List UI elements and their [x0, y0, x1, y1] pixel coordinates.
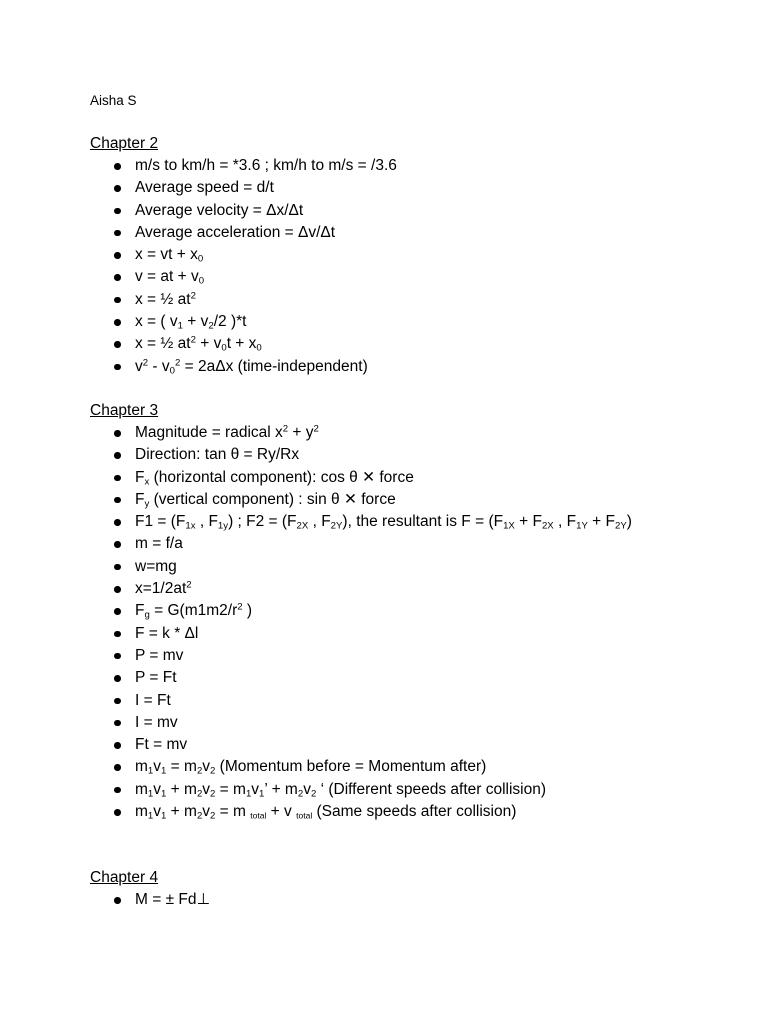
formula-text [135, 246, 203, 263]
formula-text [135, 558, 177, 575]
formula-segment: x = ½ at [135, 290, 191, 308]
superscript: 2 [282, 423, 289, 435]
bullet-icon [114, 608, 121, 615]
chapter-4-section [90, 867, 750, 911]
formula-segment: = m [166, 758, 197, 776]
formula-segment: v [202, 780, 211, 798]
formula-segment: + v [182, 313, 209, 331]
formula-segment: w=mg [135, 557, 177, 575]
formula-segment: Average velocity = Δx/Δt [135, 201, 304, 219]
formula-segment: ) [626, 513, 632, 531]
formula-segment: P = mv [135, 646, 184, 664]
bullet-icon [114, 364, 121, 371]
formula-segment: M = ± Fd⊥ [135, 891, 210, 908]
formula-text [135, 669, 177, 686]
formula-text [135, 179, 274, 196]
formula-segment: + F [514, 513, 542, 531]
formula-segment: m [135, 758, 148, 776]
formula-text [135, 446, 299, 463]
superscript: 2 [190, 335, 196, 347]
formula-item [90, 311, 750, 333]
formula-item [90, 712, 750, 734]
formula-segment: + v [195, 335, 222, 353]
formula-item [90, 756, 750, 778]
formula-item [90, 556, 750, 578]
formula-segment: P = Ft [135, 669, 177, 687]
formula-segment: (horizontal component): cos θ ✕ force [149, 468, 414, 486]
superscript: 2 [142, 357, 149, 369]
chapter-heading: Chapter 4 [90, 869, 159, 886]
subscript: 1 [245, 788, 252, 800]
superscript: 2 [237, 602, 243, 614]
formula-segment: (vertical component) : sin θ ✕ force [149, 490, 396, 508]
formula-segment: + y [288, 424, 314, 441]
formula-segment: = m [215, 780, 246, 798]
subscript: 0 [256, 343, 262, 355]
formula-segment: I = mv [135, 713, 178, 731]
formula-item [90, 422, 750, 444]
formula-text [135, 157, 397, 174]
formula-segment: x = ½ at [135, 335, 191, 353]
formula-text [135, 692, 171, 709]
bullet-icon [114, 475, 121, 482]
formula-segment: F1 = (F [135, 513, 186, 531]
bullet-icon [114, 764, 121, 771]
subscript: 2 [196, 810, 203, 822]
bullet-icon [114, 897, 121, 904]
formula-text [135, 535, 183, 552]
bullet-icon [114, 720, 121, 727]
formula-segment: v [251, 780, 260, 798]
subscript: 2 [297, 788, 304, 800]
formula-item [90, 222, 750, 244]
subscript: 2X [541, 520, 554, 532]
formula-segment: , F [308, 513, 331, 531]
formula-text [135, 602, 253, 622]
formula-segment: ‘ (Different speeds after collision) [316, 780, 547, 798]
formula-segment: F [135, 602, 145, 620]
subscript: 2Y [615, 520, 627, 532]
formula-segment: Direction: tan θ = Ry/Rx [135, 446, 300, 464]
superscript: 2 [174, 357, 181, 369]
formula-segment: F [135, 468, 145, 486]
formula-segment: m [135, 780, 148, 798]
subscript: 2 [310, 788, 317, 800]
formula-segment: ) [242, 602, 253, 620]
subscript: 1Y [576, 520, 588, 532]
subscript: 1 [147, 766, 154, 778]
formula-segment: = G(m1m2/r [149, 602, 238, 620]
subscript: 1 [177, 320, 183, 332]
formula-segment: x = ( v [135, 313, 178, 331]
bullet-icon [114, 564, 121, 571]
formula-text [135, 758, 487, 778]
bullet-icon [114, 252, 121, 259]
bullet-icon [114, 698, 121, 705]
formula-segment: v [153, 780, 162, 798]
bullet-icon [114, 452, 121, 459]
subscript: 1 [147, 810, 154, 822]
formula-text [135, 647, 183, 664]
formula-segment: (Momentum before = Momentum after) [215, 758, 487, 776]
formula-segment: v [202, 803, 211, 821]
subscript: 2Y [330, 520, 343, 532]
formula-item [90, 801, 750, 823]
subscript: 1 [161, 810, 167, 822]
formula-text [135, 224, 335, 241]
formula-segment: , F [195, 513, 218, 531]
formula-item [90, 600, 750, 622]
subscript: 2 [196, 766, 203, 778]
bullet-icon [114, 297, 121, 304]
formula-item [90, 200, 750, 222]
bullet-icon [114, 185, 121, 192]
formula-segment: F = k * Δl [135, 624, 199, 642]
subscript: total [250, 810, 267, 821]
bullet-icon [114, 586, 121, 593]
subscript: 2 [208, 320, 214, 332]
bullet-icon [114, 497, 121, 504]
subscript: 0 [197, 253, 204, 265]
bullet-icon [114, 653, 121, 660]
formula-text [135, 803, 516, 820]
bullet-icon [114, 319, 121, 326]
subscript: 1 [161, 766, 167, 778]
subscript: 1x [185, 520, 196, 532]
formula-item [90, 645, 750, 667]
formula-segment: + m [166, 803, 197, 821]
bullet-icon [114, 631, 121, 638]
bullet-icon [114, 230, 121, 237]
formula-item [90, 289, 750, 311]
bullet-icon [114, 163, 121, 170]
formula-list [90, 422, 750, 823]
formula-item [90, 356, 750, 378]
formula-segment: m/s to km/h = *3.6 ; km/h to m/s = /3.6 [135, 157, 397, 174]
formula-text [135, 491, 396, 508]
chapter-heading: Chapter 2 [90, 135, 159, 152]
formula-list [90, 889, 750, 911]
formula-segment: Ft = mv [135, 736, 188, 754]
formula-text [135, 781, 546, 798]
formula-text [135, 469, 414, 486]
bullet-icon [114, 809, 121, 816]
subscript: 1 [259, 788, 265, 800]
subscript: 1X [503, 520, 515, 532]
formula-segment: Average speed = d/t [135, 179, 274, 197]
subscript: y [144, 498, 150, 510]
formula-text [135, 580, 192, 597]
formula-item [90, 177, 750, 199]
formula-segment: + m [166, 780, 197, 798]
formula-item [90, 467, 750, 489]
bullet-icon [114, 742, 121, 749]
bullet-icon [114, 208, 121, 215]
formula-segment: v = at + v [135, 268, 199, 286]
bullet-icon [114, 787, 121, 794]
formula-segment: + F [587, 513, 615, 531]
chapter-2-section [90, 133, 750, 378]
formula-text [135, 736, 187, 753]
formula-segment: ) ; F2 = (F [228, 513, 297, 531]
subscript: 0 [198, 276, 205, 288]
subscript: total [296, 810, 313, 821]
formula-segment: m [135, 803, 148, 821]
formula-text [135, 424, 319, 441]
formula-text [135, 313, 246, 330]
formula-item [90, 578, 750, 600]
formula-item [90, 244, 750, 266]
formula-text [135, 335, 262, 355]
subscript: 2X [296, 520, 309, 532]
subscript: 1 [147, 788, 154, 800]
formula-segment: Magnitude = radical x [135, 424, 283, 441]
formula-segment: = 2aΔx (time-independent) [180, 357, 368, 375]
formula-text [135, 891, 210, 908]
bullet-icon [114, 675, 121, 682]
subscript: 2 [210, 788, 216, 800]
subscript: 0 [169, 365, 175, 377]
superscript: 2 [186, 579, 192, 591]
chapter-heading: Chapter 3 [90, 402, 159, 419]
formula-segment: /2 )*t [213, 313, 247, 331]
formula-segment: , F [553, 513, 577, 531]
formula-item [90, 444, 750, 466]
subscript: 1 [161, 788, 167, 800]
formula-item [90, 333, 750, 355]
formula-item [90, 667, 750, 689]
subscript: 2 [210, 766, 216, 778]
formula-item [90, 266, 750, 288]
formula-segment: F [135, 490, 145, 508]
formula-segment: m = f/a [135, 535, 183, 553]
formula-segment: ’ + m [264, 780, 298, 798]
formula-segment: + v [266, 803, 297, 821]
formula-item [90, 889, 750, 911]
bullet-icon [114, 274, 121, 281]
subscript: x [144, 476, 150, 488]
formula-segment: v [303, 780, 311, 798]
subscript: 0 [221, 343, 227, 355]
formula-item [90, 489, 750, 511]
formula-segment: t + x [226, 335, 257, 353]
formula-segment: = m [215, 803, 251, 821]
bullet-icon [114, 541, 121, 548]
formula-segment: I = Ft [135, 691, 171, 709]
formula-item [90, 623, 750, 645]
formula-item [90, 690, 750, 712]
formula-text [135, 513, 632, 530]
formula-segment: v [202, 758, 211, 776]
formula-item [90, 779, 750, 801]
formula-text [135, 625, 198, 642]
bullet-icon [114, 430, 121, 437]
formula-item [90, 155, 750, 177]
formula-segment: (Same speeds after collision) [312, 803, 517, 821]
formula-text [135, 268, 205, 288]
formula-text [135, 291, 196, 308]
superscript: 2 [190, 290, 196, 302]
formula-segment: - v [148, 357, 170, 375]
bullet-icon [114, 519, 121, 526]
formula-segment: ), the resultant is F = (F [342, 513, 504, 531]
subscript: 1y [217, 520, 229, 532]
formula-segment: x = vt + x [135, 246, 198, 264]
formula-segment: x=1/2at [135, 580, 187, 598]
superscript: 2 [313, 423, 319, 435]
formula-text [135, 202, 303, 219]
author-name: Aisha S [90, 93, 137, 108]
chapter-3-section [90, 400, 750, 823]
formula-item [90, 734, 750, 756]
formula-segment: Average acceleration = Δv/Δt [135, 223, 336, 241]
subscript: g [144, 610, 150, 622]
formula-segment: v [135, 357, 143, 375]
formula-item [90, 533, 750, 555]
subscript: 2 [210, 810, 216, 822]
subscript: 2 [196, 788, 203, 800]
formula-item [90, 511, 750, 533]
formula-list [90, 155, 750, 378]
formula-segment: v [153, 758, 162, 776]
formula-text [135, 714, 178, 731]
formula-segment: v [153, 803, 162, 821]
bullet-icon [114, 341, 121, 348]
formula-text [135, 358, 368, 375]
